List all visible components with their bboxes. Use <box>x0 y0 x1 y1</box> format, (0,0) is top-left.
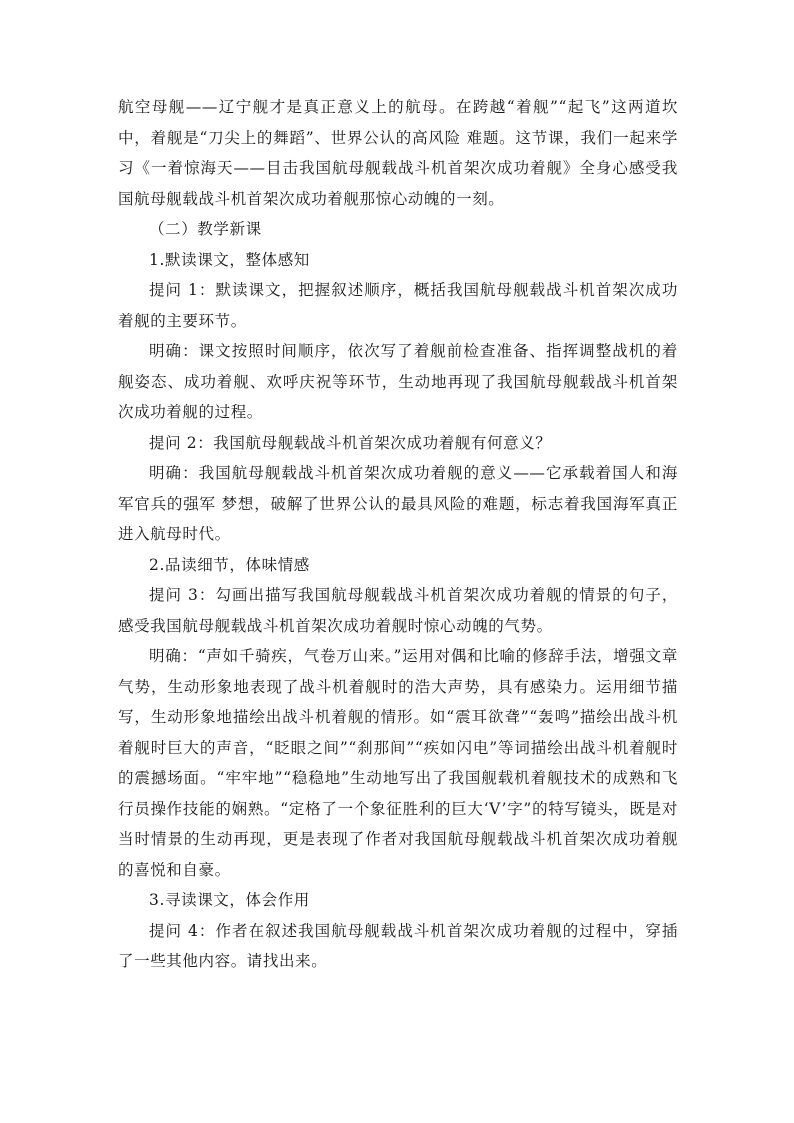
question-2: 提问 2：我国航母舰载战斗机首架次成功着舰有何意义？ <box>149 433 552 452</box>
subheading-3: 3.寻读课文，体会作用 <box>149 891 310 909</box>
subheading-1: 1.默读课文，整体感知 <box>149 250 310 269</box>
answer-2: 明确：我国航母舰载战斗机首架次成功着舰的意义——它承载着国人和海军官兵的强军 梦想，破解了世界公认的最具风险的难题，标志着我国海军真正进入航母时代。 <box>118 464 678 543</box>
answer-1: 明确：课文按照时间顺序，依次写了着舰前检查准备、指挥调整战机的着舰姿态、成功着舰、欢呼庆祝等环节，生动地再现了我国航母舰载战斗机首架次成功着舰的过程。 <box>118 342 678 421</box>
question-1: 提问 1：默读课文，把握叙述顺序，概括我国航母舰载战斗机首架次成功着舰的主要环节。 <box>118 281 678 330</box>
document-page <box>118 92 678 977</box>
section-heading-teaching: （二）教学新课 <box>149 220 262 238</box>
answer-3: 明确：“声如千骑疾，气卷万山来。”运用对偶和比喻的修辞手法，增强文章气势，生动形象地表现了战斗机着舰时的浩大声势，具有感染力。运用细节描写，生动形象地描绘出战斗机着舰的情形。如“震耳欲聋”“轰鸣”描绘出战斗机着舰时巨大的声音，“眨眼之间”“刹那间”“疾如闪电”等词描绘出战斗机着舰时的震撼场面。“牢牢地”“稳稳地”生动地写出了我国舰载机着舰技术的成熟和飞行员操作技能的娴熟。“定格了一个象征胜利的巨大‘V’字”的特写镜头，既是对当时情景的生动再现，更是表现了作者对我国航母舰载战斗机首架次成功着舰的喜悦和自豪。 <box>118 647 678 879</box>
subheading-2: 2.品读细节，体味情感 <box>149 555 310 574</box>
question-3: 提问 3：勾画出描写我国航母舰载战斗机首架次成功着舰的情景的句子，感受我国航母舰载战斗机首架次成功着舰时惊心动魄的气势。 <box>118 586 678 635</box>
intro-paragraph: 航空母舰——辽宁舰才是真正意义上的航母。在跨越“着舰”“起飞”这两道坎中，着舰是“刀尖上的舞蹈”、世界公认的高风险 难题。这节课，我们一起来学习《一着惊海天——目击我国航母舰载战斗机首架次成功着舰》全身心感受我国航母舰载战斗机首架次成功着舰那惊心动魄的一刻。 <box>118 98 678 208</box>
question-4: 提问 4：作者在叙述我国航母舰载战斗机首架次成功着舰的过程中，穿插了一些其他内容。请找出来。 <box>118 921 678 970</box>
